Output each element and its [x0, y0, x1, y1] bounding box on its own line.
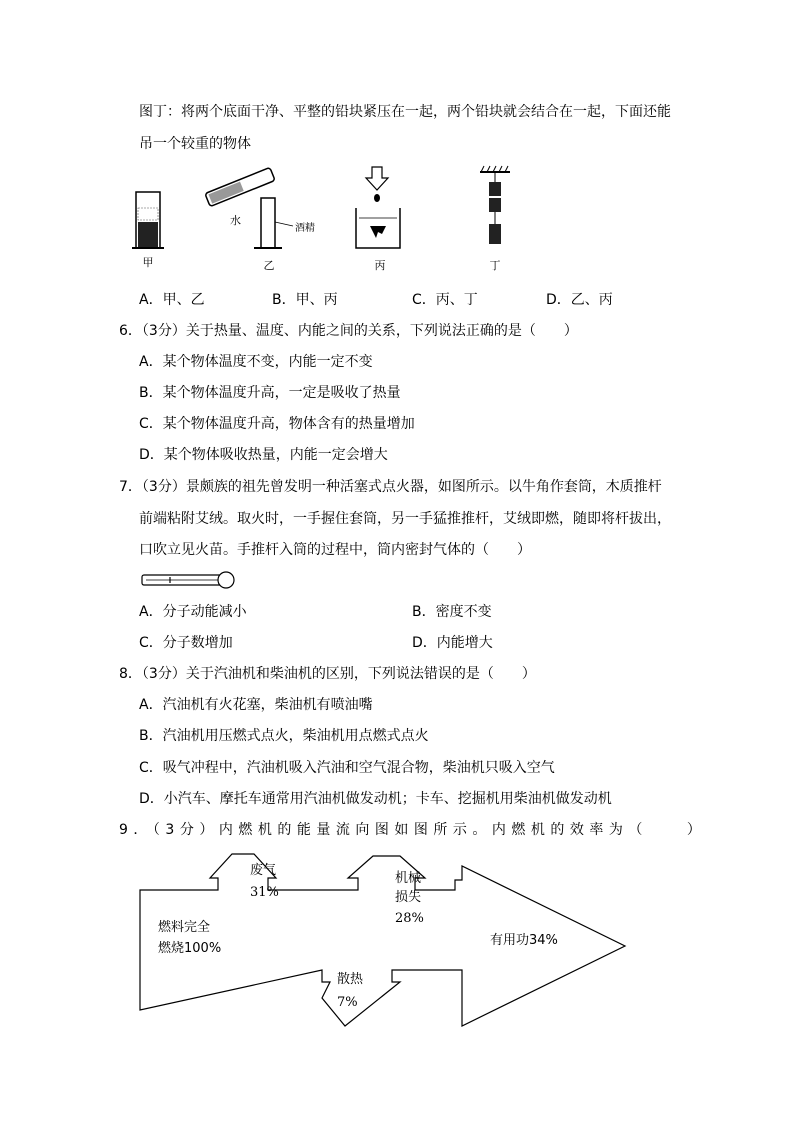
- exhaust-label: 废气: [250, 863, 277, 878]
- q9-stem: 9．（3分）内燃机的能量流向图如图所示。内燃机的效率为（ ）: [119, 822, 707, 838]
- tube-yi-figure: [205, 167, 293, 248]
- heat-value: 7%: [337, 995, 358, 1010]
- q8-option-a: A．汽油机有火花塞，柴油机有喷油嘴: [139, 697, 373, 713]
- exhaust-value: 31%: [250, 885, 279, 900]
- q8-option-d: D．小汽车、摩托车通常用汽油机做发动机；卡车、挖掘机用柴油机做发动机: [139, 791, 612, 807]
- cylinder-jia-figure: [132, 192, 164, 248]
- mech-value: 28%: [395, 911, 424, 926]
- q7-option-c: C．分子数增加: [139, 635, 233, 651]
- energy-flow-diagram: [130, 850, 630, 1030]
- label-bing: 丙: [374, 259, 386, 272]
- q5-option-a: A．甲、乙: [139, 292, 205, 308]
- q7-option-a: A．分子动能减小: [139, 604, 247, 620]
- label-jia: 甲: [142, 256, 154, 269]
- q6-option-b: B．某个物体温度升高，一定是吸收了热量: [139, 385, 401, 401]
- q6-option-a: A．某个物体温度不变，内能一定不变: [139, 354, 373, 370]
- q8-stem: 8．（3分）关于汽油机和柴油机的区别，下列说法错误的是（ ）: [119, 666, 536, 682]
- mech-label-line-1: 机械: [395, 871, 422, 886]
- q8-option-c: C．吸气冲程中，汽油机吸入汽油和空气混合物，柴油机只吸入空气: [139, 760, 555, 776]
- label-yi: 乙: [263, 259, 275, 272]
- q5-figure: [130, 162, 530, 282]
- q6-stem: 6．（3分）关于热量、温度、内能之间的关系，下列说法正确的是（ ）: [119, 323, 578, 339]
- fuel-label-line-1: 燃料完全: [158, 920, 211, 935]
- q8-option-b: B．汽油机用压燃式点火，柴油机用点燃式点火: [139, 728, 429, 744]
- q7-stem-line-3: 口吹立见火苗。手推杆入筒的过程中，筒内密封气体的（ ）: [139, 542, 531, 558]
- useful-work-label: 有用功34%: [490, 933, 558, 948]
- q7-stem-line-1: 7．（3分）景颇族的祖先曾发明一种活塞式点火器，如图所示。以牛角作套筒，木质推杆: [119, 479, 662, 495]
- label-ding: 丁: [489, 259, 501, 272]
- fire-piston-figure: [140, 569, 240, 591]
- q7-option-b: B．密度不变: [412, 604, 492, 620]
- beaker-bing-figure: [356, 167, 400, 248]
- label-water: 水: [230, 214, 241, 227]
- label-alcohol: 酒精: [295, 223, 315, 234]
- intro-line-2: 吊一个较重的物体: [139, 136, 251, 152]
- fuel-label-line-2: 燃烧100%: [158, 941, 222, 956]
- q7-stem-line-2: 前端粘附艾绒。取火时，一手握住套筒，另一手猛推推杆，艾绒即燃，随即将杆拔出，: [139, 511, 671, 527]
- q5-option-d: D．乙、丙: [546, 292, 613, 308]
- q6-option-c: C．某个物体温度升高，物体含有的热量增加: [139, 416, 415, 432]
- q5-option-c: C．丙、丁: [412, 292, 478, 308]
- q7-option-d: D．内能增大: [412, 635, 493, 651]
- heat-label: 散热: [337, 972, 364, 987]
- intro-line-1: 图丁：将两个底面干净、平整的铅块紧压在一起，两个铅块就会结合在一起，下面还能: [139, 104, 671, 120]
- mech-label-line-2: 损失: [395, 890, 422, 905]
- q6-option-d: D．某个物体吸收热量，内能一定会增大: [139, 447, 388, 463]
- lead-blocks-ding-figure: [480, 166, 510, 244]
- q5-option-b: B．甲、丙: [272, 292, 338, 308]
